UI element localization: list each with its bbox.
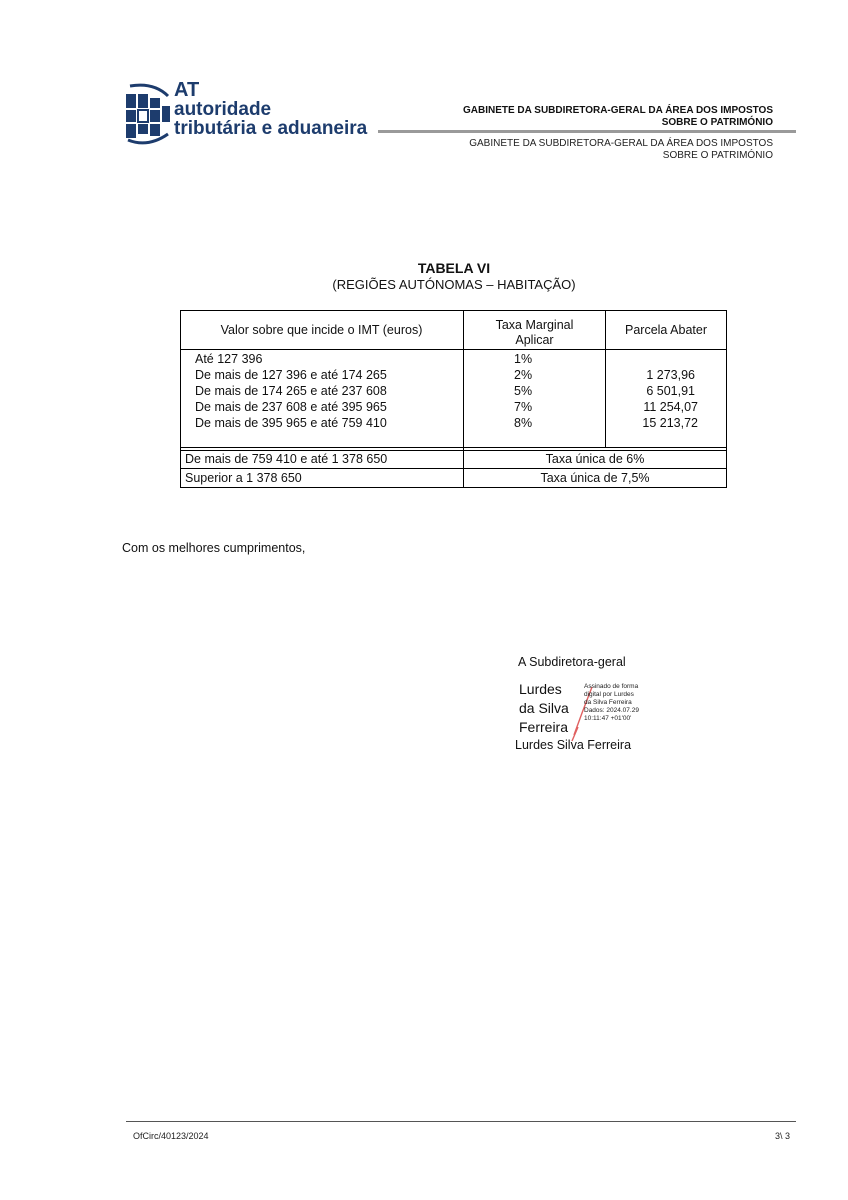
signatory-full-name: Lurdes Silva Ferreira: [515, 738, 632, 752]
table-border-right: [726, 310, 727, 488]
header-divider: [378, 130, 796, 133]
table-cell-valor: De mais de 759 410 e até 1 378 650: [185, 452, 388, 466]
digital-sig-line-4: Dados: 2024.07.29: [584, 707, 639, 714]
table-cell-taxa-unica: Taxa única de 7,5%: [540, 471, 650, 485]
header-bold-line-1: GABINETE DA SUBDIRETORA-GERAL DA ÁREA DOS IMPOSTOS: [462, 105, 773, 116]
table-border-bottom: [180, 487, 727, 488]
header-plain-line-1: GABINETE DA SUBDIRETORA-GERAL DA ÁREA DOS IMPOSTOS: [469, 138, 773, 149]
table-cell-taxa: 1%: [514, 352, 533, 366]
table-cell-valor: De mais de 127 396 e até 174 265: [195, 368, 387, 382]
logo-line-2: tributária e aduaneira: [174, 118, 368, 139]
logo-wordmark: [174, 80, 367, 138]
at-logo: [124, 80, 384, 150]
signatory-role: A Subdiretora-geral: [518, 655, 626, 669]
digital-signature-stamp: [584, 683, 639, 723]
imt-rate-table: [180, 310, 727, 488]
header-bold-line-2: SOBRE O PATRIMÓNIO: [661, 117, 773, 128]
table-cell-taxa: 5%: [514, 384, 533, 398]
signature-name-line-3: Ferreira: [519, 719, 569, 735]
logo-line-1: autoridade: [174, 99, 272, 120]
table-header-taxa-line-2: Aplicar: [515, 333, 554, 347]
table-header-taxa: [464, 318, 605, 348]
table-header-taxa-line-1: Taxa Marginal: [495, 318, 574, 332]
table-cell-parcela: 6 501,91: [646, 384, 695, 398]
header-plain: [469, 138, 773, 162]
digital-sig-line-5: 10:11:47 +01'00': [584, 715, 632, 722]
digital-sig-line-2: digital por Lurdes: [584, 691, 634, 698]
digital-sig-line-3: da Silva Ferreira: [584, 699, 632, 706]
footer-divider: [126, 1121, 796, 1122]
table-cell-valor: De mais de 395 965 e até 759 410: [195, 416, 387, 430]
header-bold: [463, 105, 773, 129]
table-row-divider: [180, 468, 727, 469]
header-plain-line-2: SOBRE O PATRIMÓNIO: [662, 150, 773, 161]
table-cell-parcela: 15 213,72: [642, 416, 698, 430]
table-section-divider-top: [180, 447, 727, 448]
table-header-parcela: Parcela Abater: [625, 323, 707, 337]
closing-text: Com os melhores cumprimentos,: [122, 541, 306, 555]
table-cell-valor: De mais de 237 608 e até 395 965: [195, 400, 387, 414]
table-cell-parcela: 11 254,07: [643, 400, 698, 414]
table-cell-taxa-unica: Taxa única de 6%: [545, 452, 645, 466]
digital-sig-line-1: Assinado de forma: [584, 683, 639, 690]
signature-name-line-1: Lurdes: [519, 681, 562, 697]
table-border-top: [180, 310, 727, 311]
at-logo-mark-icon: [124, 82, 172, 146]
footer-reference: OfCirc/40123/2024: [133, 1131, 209, 1141]
table-cell-parcela: 1 273,96: [646, 368, 695, 382]
table-title: TABELA VI: [417, 260, 491, 276]
table-cell-valor: De mais de 174 265 e até 237 608: [195, 384, 387, 398]
table-cell-taxa: 8%: [514, 416, 533, 430]
table-subtitle: (REGIÕES AUTÓNOMAS – HABITAÇÃO): [332, 277, 576, 292]
table-header-valor: Valor sobre que incide o IMT (euros): [220, 323, 423, 337]
table-header-divider: [180, 349, 727, 350]
logo-abbr: AT: [174, 79, 200, 101]
footer-page-number: 3\ 3: [774, 1131, 790, 1141]
table-cell-valor: Superior a 1 378 650: [185, 471, 302, 485]
table-cell-taxa: 7%: [514, 400, 533, 414]
table-cell-taxa: 2%: [514, 368, 533, 382]
signature-name-line-2: da Silva: [519, 700, 569, 716]
table-cell-valor: Até 127 396: [195, 352, 263, 366]
